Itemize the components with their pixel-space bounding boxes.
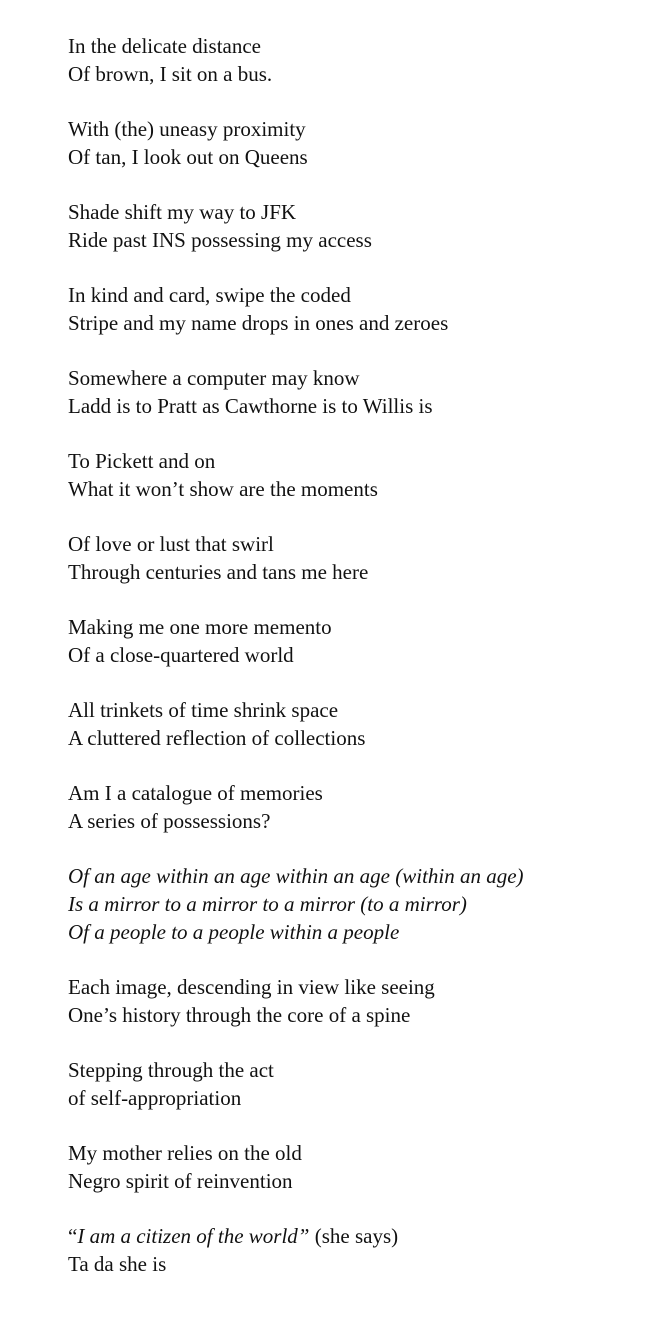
stanza bbox=[68, 1222, 524, 1278]
poem-line-italic: Of an age within an age within an age (within an age) bbox=[68, 864, 524, 888]
poem-line: What it won’t show are the moments bbox=[68, 477, 378, 501]
poem-line: Of love or lust that swirl bbox=[68, 532, 274, 556]
poem-line: One’s history through the core of a spine bbox=[68, 1003, 411, 1027]
poem-line: In the delicate distance bbox=[68, 34, 261, 58]
poem-line: A series of possessions? bbox=[68, 809, 271, 833]
poem-line: Ladd is to Pratt as Cawthorne is to Willis is bbox=[68, 394, 433, 418]
poem-line-italic: Of a people to a people within a people bbox=[68, 920, 400, 944]
poem-line: Making me one more memento bbox=[68, 615, 332, 639]
poem-line-italic: Is a mirror to a mirror to a mirror (to a mirror) bbox=[68, 892, 467, 916]
stanza bbox=[68, 696, 524, 752]
poem-line: Of a close-quartered world bbox=[68, 643, 294, 667]
stanza-italic bbox=[68, 862, 524, 946]
stanza bbox=[68, 281, 524, 337]
poem-line: In kind and card, swipe the coded bbox=[68, 283, 351, 307]
poem-line: Of brown, I sit on a bus. bbox=[68, 62, 273, 86]
quoted-phrase: I am a citizen of the world” bbox=[77, 1224, 310, 1248]
poem-line: Somewhere a computer may know bbox=[68, 366, 360, 390]
stanza bbox=[68, 530, 524, 586]
poem-line: Am I a catalogue of memories bbox=[68, 781, 323, 805]
stanza bbox=[68, 1056, 524, 1112]
poem-line: A cluttered reflection of collections bbox=[68, 726, 366, 750]
poem-line: Ta da she is bbox=[68, 1252, 167, 1276]
poem-line: Stripe and my name drops in ones and zeroes bbox=[68, 311, 449, 335]
poem-line: My mother relies on the old bbox=[68, 1141, 302, 1165]
stanza bbox=[68, 1139, 524, 1195]
poem-line: To Pickett and on bbox=[68, 449, 216, 473]
poem-line: Of tan, I look out on Queens bbox=[68, 145, 308, 169]
poem-line-quote bbox=[68, 1222, 524, 1250]
stanza bbox=[68, 364, 524, 420]
poem-line: Shade shift my way to JFK bbox=[68, 200, 297, 224]
stanza bbox=[68, 613, 524, 669]
stanza bbox=[68, 115, 524, 171]
attribution: (she says) bbox=[309, 1224, 399, 1248]
poem-line: of self-appropriation bbox=[68, 1086, 242, 1110]
poem-line: Through centuries and tans me here bbox=[68, 560, 369, 584]
open-quote: “ bbox=[68, 1224, 78, 1248]
stanza bbox=[68, 973, 524, 1029]
stanza bbox=[68, 198, 524, 254]
poem-line: Each image, descending in view like seeing bbox=[68, 975, 435, 999]
poem-line: With (the) uneasy proximity bbox=[68, 117, 306, 141]
stanza bbox=[68, 447, 524, 503]
poem-line: All trinkets of time shrink space bbox=[68, 698, 339, 722]
poem-text bbox=[68, 32, 524, 1305]
poem-line: Ride past INS possessing my access bbox=[68, 228, 372, 252]
poem-line: Stepping through the act bbox=[68, 1058, 274, 1082]
stanza bbox=[68, 32, 524, 88]
poem-line: Negro spirit of reinvention bbox=[68, 1169, 293, 1193]
stanza bbox=[68, 779, 524, 835]
